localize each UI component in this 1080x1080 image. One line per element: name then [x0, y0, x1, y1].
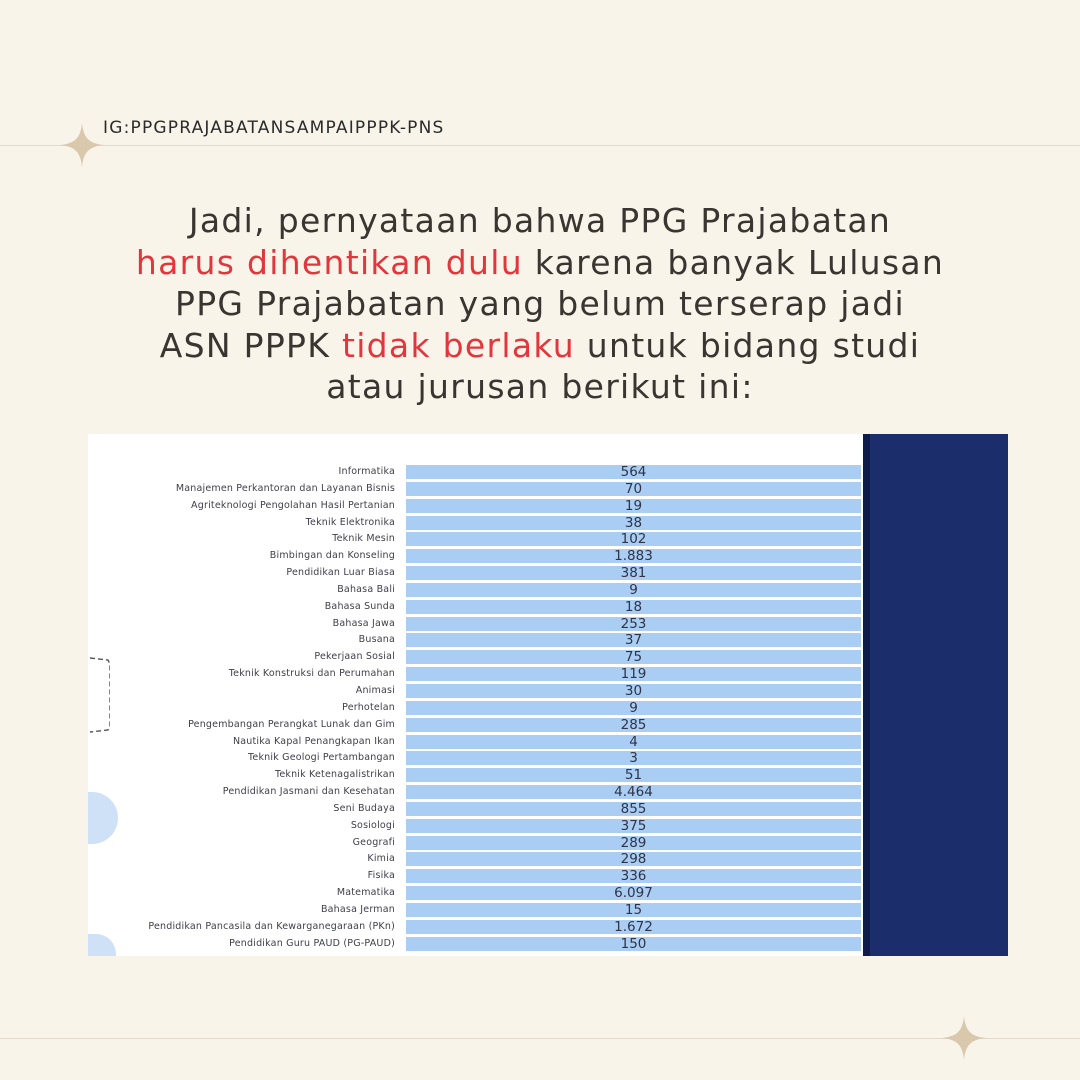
- table-row: [88, 548, 863, 565]
- study-field-label: Teknik Konstruksi dan Perumahan: [228, 668, 395, 680]
- headline-highlight: tidak berlaku: [341, 325, 575, 365]
- top-divider: [0, 145, 1080, 146]
- table-row: [88, 649, 863, 666]
- table-row: [88, 902, 863, 919]
- graduate-count: 37: [624, 632, 643, 649]
- table-row: [88, 531, 863, 548]
- table-row: [88, 632, 863, 649]
- study-field-label: Kimia: [367, 853, 395, 865]
- study-field-label: Agriteknologi Pengolahan Hasil Pertanian: [191, 499, 395, 511]
- graduate-count: 51: [624, 767, 643, 784]
- sparkle-icon: [942, 1016, 986, 1060]
- graduate-count: 381: [620, 565, 647, 582]
- graduate-count: 564: [620, 464, 647, 480]
- study-field-label: Bahasa Sunda: [324, 600, 395, 612]
- study-field-label: Busana: [358, 634, 395, 646]
- study-field-label: Bimbingan dan Konseling: [269, 550, 395, 562]
- graduate-count: 285: [620, 716, 647, 733]
- table-row: [88, 801, 863, 818]
- headline-text: untuk bidang studi: [574, 325, 921, 365]
- study-field-label: Nautika Kapal Penangkapan Ikan: [232, 735, 395, 747]
- table-row: [88, 936, 863, 953]
- table-row: [88, 498, 863, 515]
- study-field-label: Pengembangan Perangkat Lunak dan Gim: [188, 718, 395, 730]
- headline-line: PPG Prajabatan yang belum terserap jadi: [175, 284, 905, 323]
- study-field-table: [88, 434, 1008, 956]
- graduate-count: 18: [624, 598, 643, 615]
- bottom-divider: [0, 1038, 1080, 1039]
- table-body: [88, 464, 863, 952]
- graduate-count: 150: [620, 935, 647, 952]
- graduate-count: 38: [624, 514, 643, 531]
- study-field-label: Perhotelan: [342, 701, 395, 713]
- study-field-label: Manajemen Perkantoran dan Layanan Bisnis: [175, 482, 395, 494]
- headline-line: atau jurusan berikut ini:: [326, 367, 754, 406]
- table-row: [88, 666, 863, 683]
- study-field-label: Teknik Ketenagalistrikan: [274, 769, 395, 781]
- table-row: [88, 717, 863, 734]
- study-field-label: Teknik Mesin: [332, 533, 395, 545]
- graduate-count: 375: [620, 817, 647, 834]
- headline-line: [60, 325, 1020, 367]
- instagram-handle: IG:PPGPRAJABATANSAMPAIPPPK-PNS: [103, 118, 445, 138]
- graduate-count: 289: [620, 834, 647, 851]
- graduate-count: 19: [624, 497, 643, 514]
- study-field-label: Pekerjaan Sosial: [314, 651, 395, 663]
- study-field-label: Seni Budaya: [333, 802, 395, 814]
- study-field-label: Teknik Elektronika: [305, 516, 395, 528]
- graduate-count: 1.883: [614, 548, 653, 565]
- study-field-label: Teknik Geologi Pertambangan: [248, 752, 395, 764]
- graduate-count: 102: [620, 531, 647, 548]
- study-field-label: Bahasa Jawa: [332, 617, 395, 629]
- headline: [60, 200, 1020, 408]
- table-row: [88, 481, 863, 498]
- graduate-count: 75: [624, 649, 643, 666]
- side-panel: [863, 434, 1008, 956]
- study-field-label: Bahasa Bali: [337, 583, 395, 595]
- headline-line: [60, 242, 1020, 284]
- table-row: [88, 767, 863, 784]
- graduate-count: 6.097: [614, 885, 653, 902]
- table-row: [88, 616, 863, 633]
- table-row: [88, 700, 863, 717]
- sparkle-icon: [60, 123, 104, 167]
- study-field-label: Informatika: [338, 466, 395, 477]
- study-field-label: Bahasa Jerman: [320, 903, 395, 915]
- graduate-count: 298: [620, 851, 647, 868]
- table-row: [88, 868, 863, 885]
- graduate-count: 253: [620, 615, 647, 632]
- table-row: [88, 784, 863, 801]
- study-field-label: Geografi: [352, 836, 395, 848]
- graduate-count: 9: [629, 581, 638, 598]
- table-row: [88, 515, 863, 532]
- table-row: [88, 885, 863, 902]
- graduate-count: 336: [620, 868, 647, 885]
- table-row: [88, 750, 863, 767]
- table-row: [88, 919, 863, 936]
- graduate-count: 30: [624, 682, 643, 699]
- headline-text: ASN PPPK: [159, 325, 342, 365]
- study-field-label: Sosiologi: [350, 819, 395, 831]
- graduate-count: 70: [624, 480, 643, 497]
- table-row: [88, 582, 863, 599]
- study-field-label: Animasi: [355, 684, 395, 696]
- headline-text: karena banyak Lulusan: [522, 242, 945, 282]
- headline-highlight: harus dihentikan dulu: [135, 242, 523, 282]
- study-field-label: Fisika: [367, 870, 395, 882]
- study-field-label: Matematika: [336, 887, 395, 899]
- table-row: [88, 851, 863, 868]
- table-row: [88, 818, 863, 835]
- graduate-count: 3: [629, 750, 638, 767]
- study-field-label: Pendidikan Luar Biasa: [286, 567, 395, 579]
- study-field-label: Pendidikan Guru PAUD (PG-PAUD): [229, 937, 395, 949]
- graduate-count: 4.464: [614, 784, 653, 801]
- table-row: [88, 734, 863, 751]
- table-row: [88, 683, 863, 700]
- table-row: [88, 565, 863, 582]
- table-row: [88, 835, 863, 852]
- table-row: [88, 599, 863, 616]
- graduate-count: 9: [629, 699, 638, 716]
- graduate-count: 119: [620, 666, 647, 683]
- graduate-count: 1.672: [614, 918, 653, 935]
- graduate-count: 4: [629, 733, 638, 750]
- graduate-count: 855: [620, 800, 647, 817]
- study-field-label: Pendidikan Pancasila dan Kewarganegaraan (PKn): [148, 920, 395, 932]
- table-row: [88, 464, 863, 481]
- graduate-count: 15: [624, 901, 643, 918]
- study-field-label: Pendidikan Jasmani dan Kesehatan: [222, 786, 395, 798]
- headline-line: Jadi, pernyataan bahwa PPG Prajabatan: [188, 201, 892, 240]
